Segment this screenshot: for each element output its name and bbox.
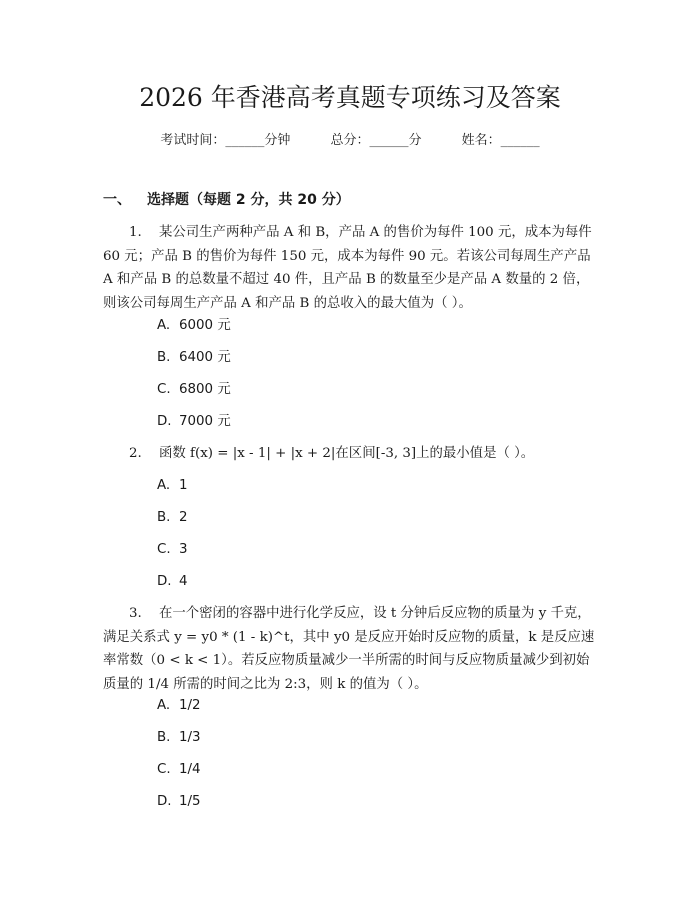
option-letter: A. xyxy=(157,698,171,713)
option-letter: C. xyxy=(157,762,171,777)
option-letter: B. xyxy=(157,350,171,365)
option-text: 1/3 xyxy=(179,730,201,745)
question-1 xyxy=(103,221,600,315)
question-number: 1. xyxy=(129,225,142,240)
option-text: 6400 元 xyxy=(179,350,231,365)
option-3a xyxy=(157,695,201,717)
question-2 xyxy=(103,442,600,466)
option-text: 1/4 xyxy=(179,762,201,777)
option-letter: D. xyxy=(157,574,172,589)
option-text: 4 xyxy=(179,574,188,589)
option-1c xyxy=(157,379,231,401)
option-text: 1/5 xyxy=(179,794,201,809)
question-text: 函数 f(x) = |x - 1| + |x + 2|在区间[-3, 3]上的最小值是（ ）。 xyxy=(159,446,535,461)
option-2b xyxy=(157,507,188,529)
question-text: 在一个密闭的容器中进行化学反应，设 t 分钟后反应物的质量为 y 千克，满足关系式 y = y0 * (1 - k)^t，其中 y0 是反应开始时反应物的质量，k 是反应速率常数（0 < k < 1）。若反应物质量减少一半所需的时间与反应物质量减少到初始质量的 1/4 所需的时间之比为 2:3，则 k 的值为（ ）。 xyxy=(103,606,595,692)
option-1a xyxy=(157,315,231,337)
option-letter: B. xyxy=(157,730,171,745)
option-text: 1/2 xyxy=(179,698,201,713)
option-text: 3 xyxy=(179,542,188,557)
option-1b xyxy=(157,347,231,369)
option-text: 6000 元 xyxy=(179,318,231,333)
question-text: 某公司生产两种产品 A 和 B，产品 A 的售价为每件 100 元，成本为每件 60 元；产品 B 的售价为每件 150 元，成本为每件 90 元。若该公司每周生产产品 A 和产品 B 的总数量不超过 40 件，且产品 B 的数量至少是产品 A 数量的 2 倍，则该公司每周生产产品 A 和产品 B 的总收入的最大值为（ ）。 xyxy=(103,225,592,311)
section-number: 一、 xyxy=(103,192,131,208)
option-text: 6800 元 xyxy=(179,382,231,397)
option-3c xyxy=(157,759,201,781)
exam-meta xyxy=(0,130,700,152)
option-letter: C. xyxy=(157,382,171,397)
section-heading xyxy=(103,189,350,211)
option-letter: C. xyxy=(157,542,171,557)
option-2c xyxy=(157,539,188,561)
option-text: 2 xyxy=(179,510,188,525)
score-field: 总分：______分 xyxy=(330,133,422,148)
option-letter: D. xyxy=(157,414,172,429)
option-letter: A. xyxy=(157,478,171,493)
option-letter: B. xyxy=(157,510,171,525)
page-title: 2026 年香港高考真题专项练习及答案 xyxy=(139,83,561,112)
option-letter: A. xyxy=(157,318,171,333)
option-1d xyxy=(157,411,231,433)
option-2d xyxy=(157,571,188,593)
question-number: 3. xyxy=(129,606,142,621)
option-letter: D. xyxy=(157,794,172,809)
question-3 xyxy=(103,602,600,696)
option-3d xyxy=(157,791,201,813)
question-number: 2. xyxy=(129,446,142,461)
time-field: 考试时间：______分钟 xyxy=(160,133,291,148)
section-title: 选择题（每题 2 分，共 20 分） xyxy=(147,192,350,208)
name-field: 姓名：______ xyxy=(461,133,540,148)
option-2a xyxy=(157,475,188,497)
option-text: 1 xyxy=(179,478,188,493)
option-text: 7000 元 xyxy=(179,414,231,429)
option-3b xyxy=(157,727,201,749)
